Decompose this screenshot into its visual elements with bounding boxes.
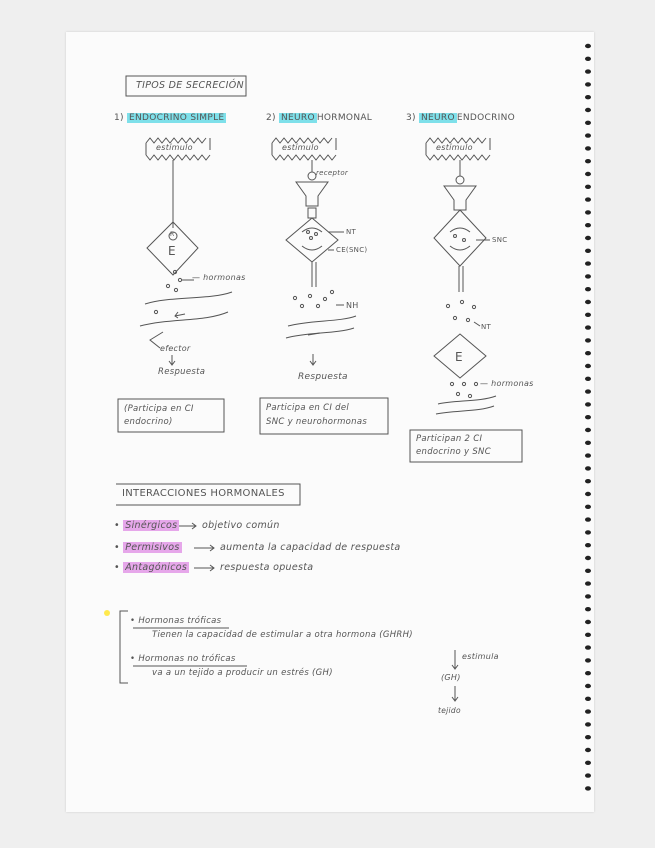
vessel-2: [286, 316, 356, 338]
page-title: TIPOS DE SECRECIÓN: [136, 80, 244, 91]
ce-2-label: CE(SNC): [336, 246, 368, 254]
star-marker: [104, 610, 110, 616]
note-2-line1: Participa en CI del: [266, 403, 350, 413]
tropic-item-2-desc: va a un tejido a producir un estrés (GH): [152, 668, 333, 678]
side-stimula-label: estimula: [462, 652, 499, 661]
type-2-num: 2): [266, 113, 276, 123]
note-1-line2: endocrino): [124, 417, 173, 427]
type-1-name: ENDOCRINO SIMPLE: [129, 113, 225, 123]
nh-label: NH: [346, 301, 359, 310]
type-3-heading: [406, 113, 515, 123]
side-tejido-label: tejido: [438, 706, 461, 715]
receptor-1-letter: R: [170, 231, 175, 238]
hormonas-1-label: — hormonas: [192, 273, 246, 282]
interactions-heading: INTERACCIONES HORMONALES: [122, 488, 285, 499]
type-3-name-hl: NEURO: [421, 113, 455, 123]
type-2-heading: [266, 113, 372, 123]
tropic-item-2-title: • Hormonas no tróficas: [130, 654, 236, 664]
receptor-2-label: receptor: [316, 169, 349, 177]
respuesta-1-label: Respuesta: [158, 367, 206, 377]
note-1-line1: (Participa en CI: [124, 404, 194, 414]
interaction-item-3: • Antagónicos: [114, 562, 188, 573]
interaction-term-2: Permisivos: [125, 542, 180, 553]
stimulus-2-label: estímulo: [282, 143, 319, 152]
note-2-line2: SNC y neurohormonas: [266, 417, 368, 427]
interaction-item-2: • Permisivos: [114, 542, 180, 553]
type-2-name-hl: NEURO: [281, 113, 315, 123]
efector-label: efector: [160, 344, 191, 353]
interaction-item-1: • Sinérgicos: [114, 520, 178, 531]
type-1-num: 1): [114, 113, 124, 123]
interaction-desc-3: respuesta opuesta: [220, 562, 314, 573]
type-3-num: 3): [406, 113, 416, 123]
stimulus-3-label: estímulo: [436, 143, 473, 152]
side-gh-label: (GH): [441, 673, 461, 682]
neuron-3-top: [444, 186, 476, 210]
neuron-2-top: [296, 182, 328, 206]
interaction-term-3: Antagónicos: [125, 562, 188, 573]
note-3-line2: endocrino y SNC: [416, 447, 491, 457]
tropic-item-2-title-text: Hormonas no tróficas: [138, 654, 236, 664]
neuron-2-body: [286, 218, 338, 262]
snc-3-label: SNC: [492, 236, 508, 244]
type-1-heading: [114, 113, 226, 123]
interaction-desc-1: objetivo común: [202, 520, 280, 531]
cell-3-letter: E: [455, 350, 463, 364]
stimulus-1-label: estímulo: [156, 143, 193, 152]
nt-2-label: NT: [346, 228, 357, 236]
interaction-term-1: Sinérgicos: [125, 520, 178, 531]
tropic-item-1-desc: Tienen la capacidad de estimular a otra hormona (GHRH): [152, 630, 413, 640]
vessel-3: [436, 396, 496, 414]
cell-1-letter: E: [168, 244, 176, 258]
type-3-name-rest: ENDOCRINO: [456, 113, 516, 123]
nt-3-label: NT: [481, 323, 492, 331]
interaction-desc-2: aumenta la capacidad de respuesta: [220, 542, 401, 553]
respuesta-2-label: Respuesta: [298, 372, 348, 382]
tropic-bracket: [120, 611, 128, 683]
neuron-3-body: [434, 210, 486, 266]
hormonas-3-label: — hormonas: [480, 379, 534, 388]
tropic-item-1-title: • Hormonas tróficas: [130, 616, 222, 626]
vessel-1: [140, 292, 232, 326]
note-3-line1: Participan 2 CI: [416, 434, 483, 444]
type-2-name-rest: HORMONAL: [316, 113, 373, 123]
tropic-item-1-title-text: Hormonas tróficas: [138, 616, 222, 626]
